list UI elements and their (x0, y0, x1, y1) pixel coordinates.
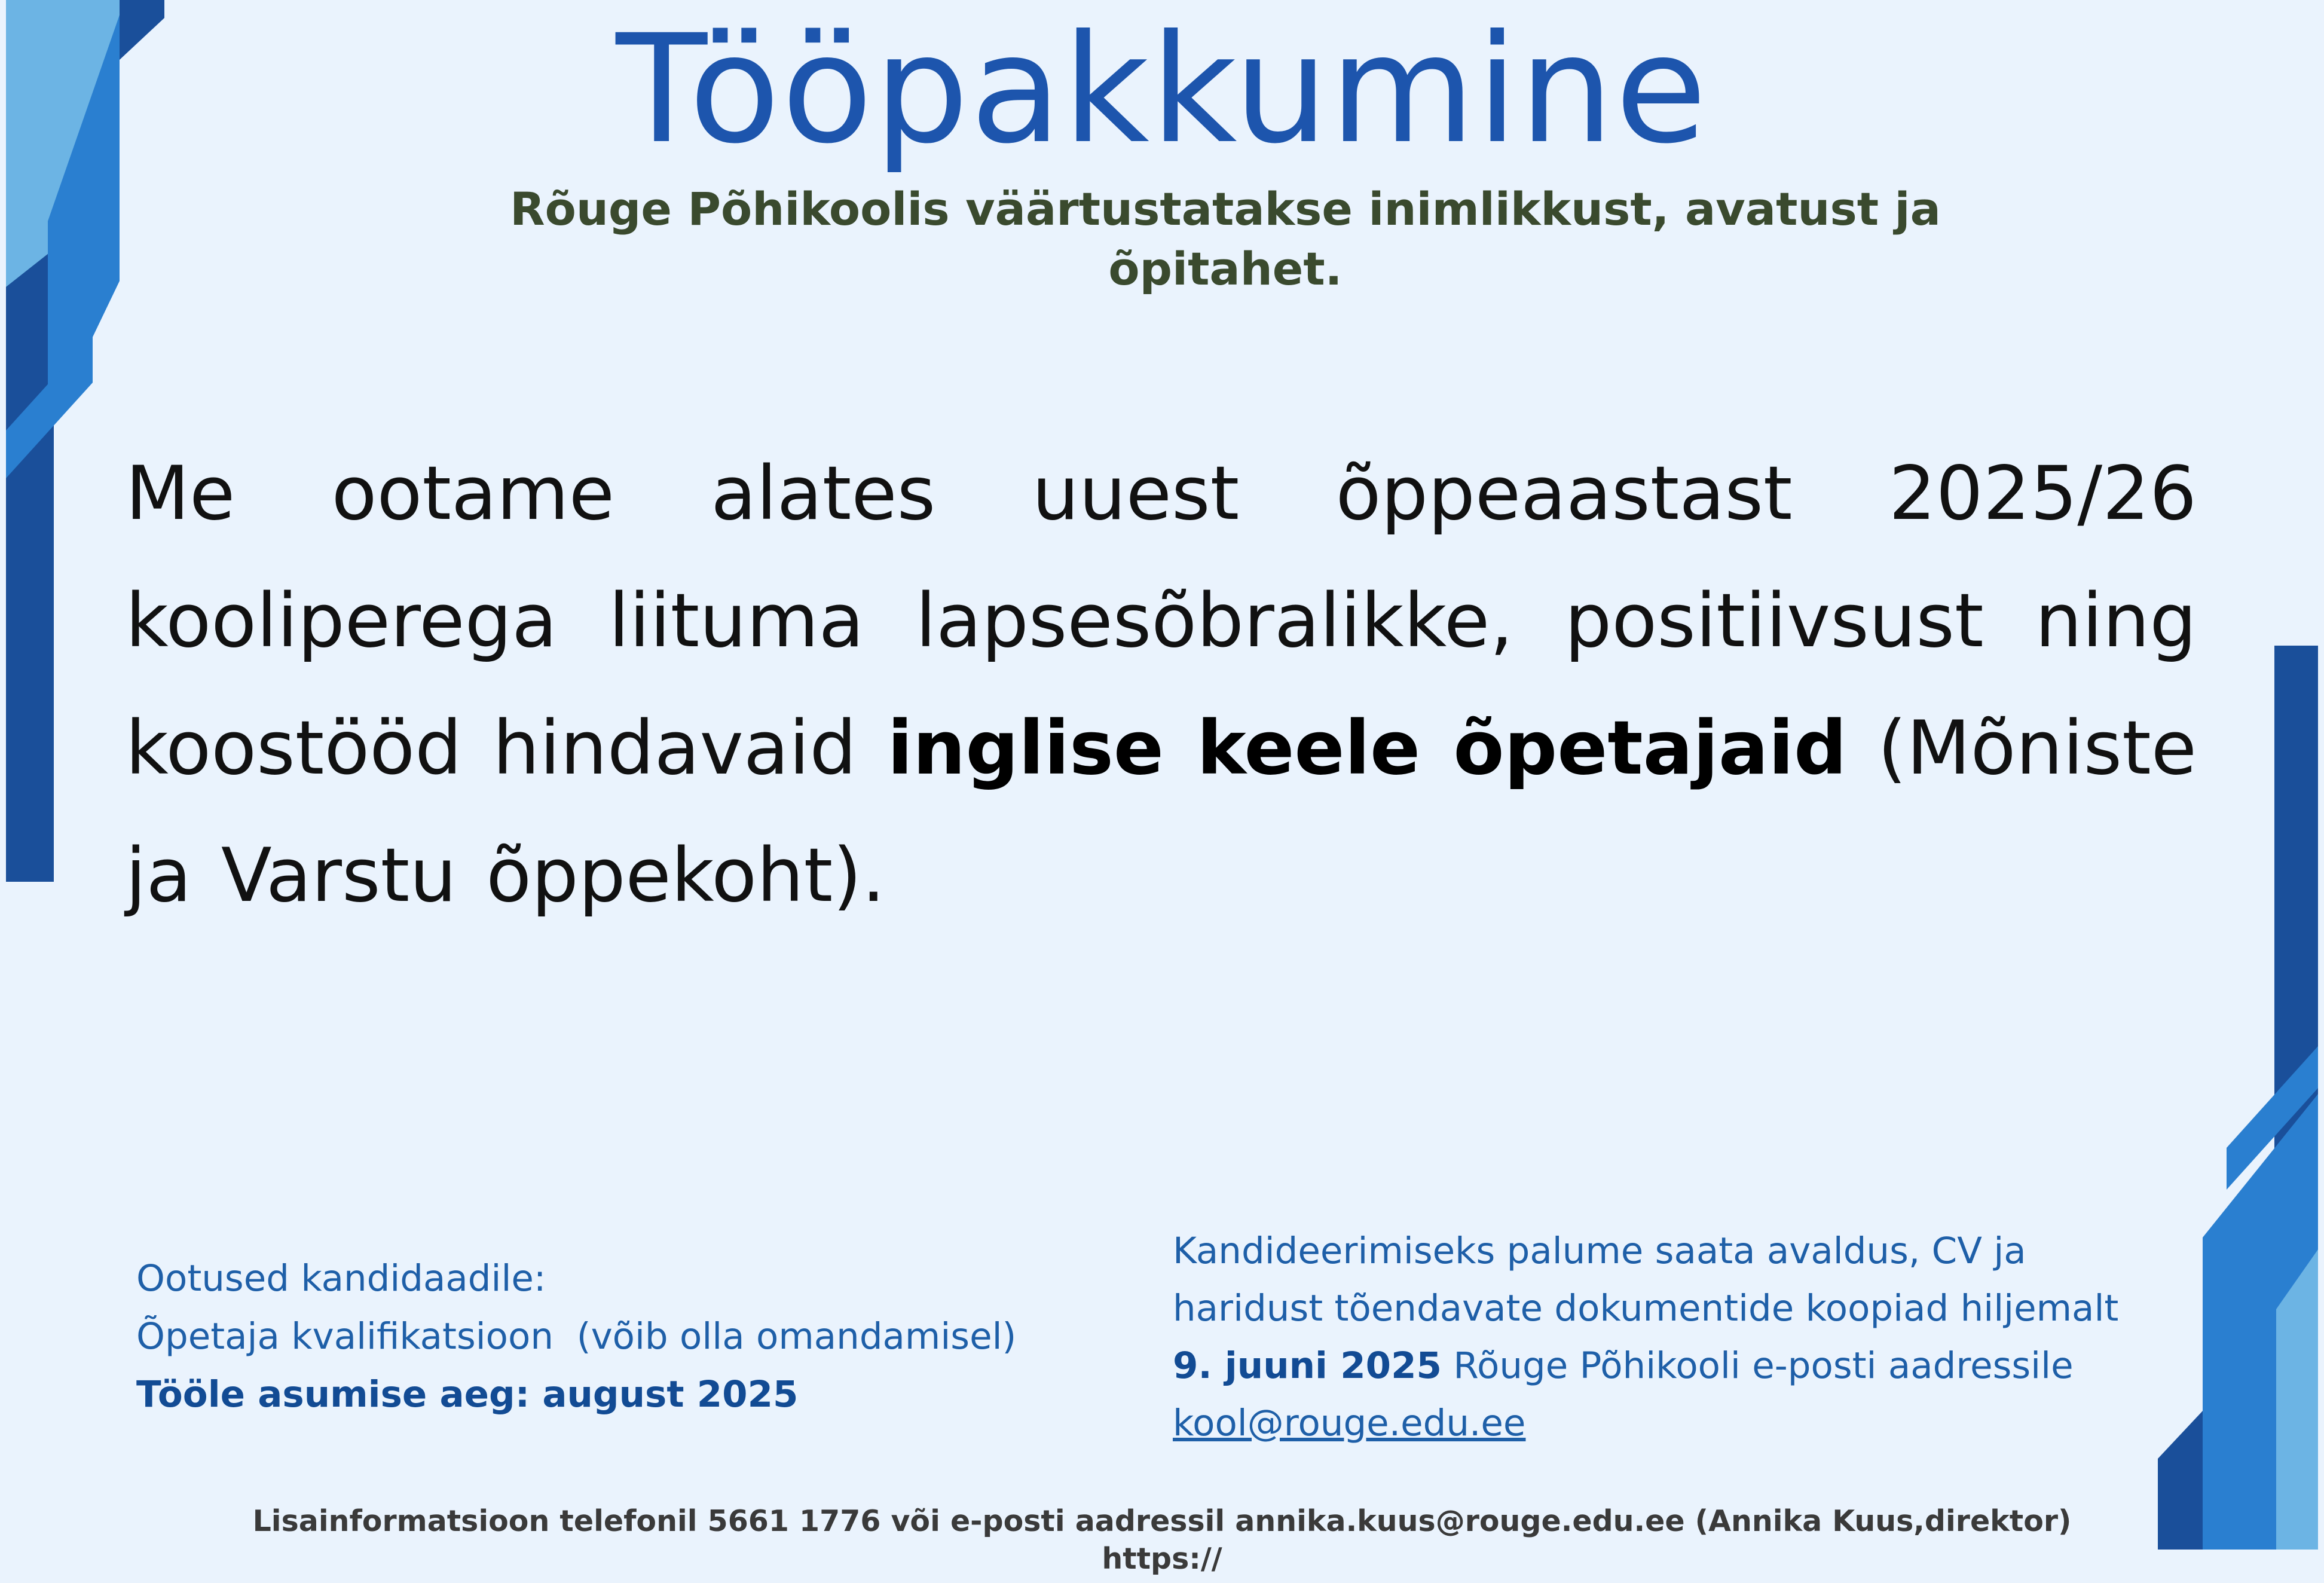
job-description (126, 430, 2197, 940)
application-line-3-rest: Rõuge Põhikooli e-posti aadressile (1441, 1344, 2074, 1387)
description-outro: (Mõniste ja Varstu õppekoht). (126, 705, 2197, 919)
deadline: 9. juuni 2025 (1173, 1344, 1442, 1387)
footer-url-partial: https:// (1102, 1542, 1222, 1576)
subtitle: Rõuge Põhikoolis väärtustatakse inimlikkust, avatust ja õpitahet. (510, 182, 1941, 295)
application-line-2: haridust tõendavate dokumentide koopiad hiljemalt (1173, 1287, 2119, 1330)
expectations-block (136, 1249, 1093, 1423)
start-date: Tööle asumise aeg: august 2025 (136, 1373, 799, 1416)
application-line-1: Kandideerimiseks palume saata avaldus, CV ja (1173, 1230, 2026, 1272)
page-title: Tööpakkumine (616, 2, 1708, 176)
application-block (1173, 1223, 2141, 1452)
description-intro: Me ootame alates uuest õppeaastast 2025/26 kooliperega liituma lapsesõbralikke, positiivsust ning koostööd hindavaid (126, 451, 2197, 792)
description-highlight: inglise keele õpetajaid (887, 705, 1847, 792)
expectations-qualification: Õpetaja kvalifikatsioon (võib olla omandamisel) (136, 1315, 1017, 1358)
expectations-heading: Ootused kandidaadile: (136, 1257, 546, 1300)
application-line-3 (1173, 1337, 2141, 1395)
application-email-link[interactable]: kool@rouge.edu.ee (1173, 1402, 1526, 1444)
footer-contact: Lisainformatsioon telefonil 5661 1776 või e-posti aadressil annika.kuus@rouge.edu.ee (Annika Kuus,direktor) (252, 1504, 2072, 1538)
